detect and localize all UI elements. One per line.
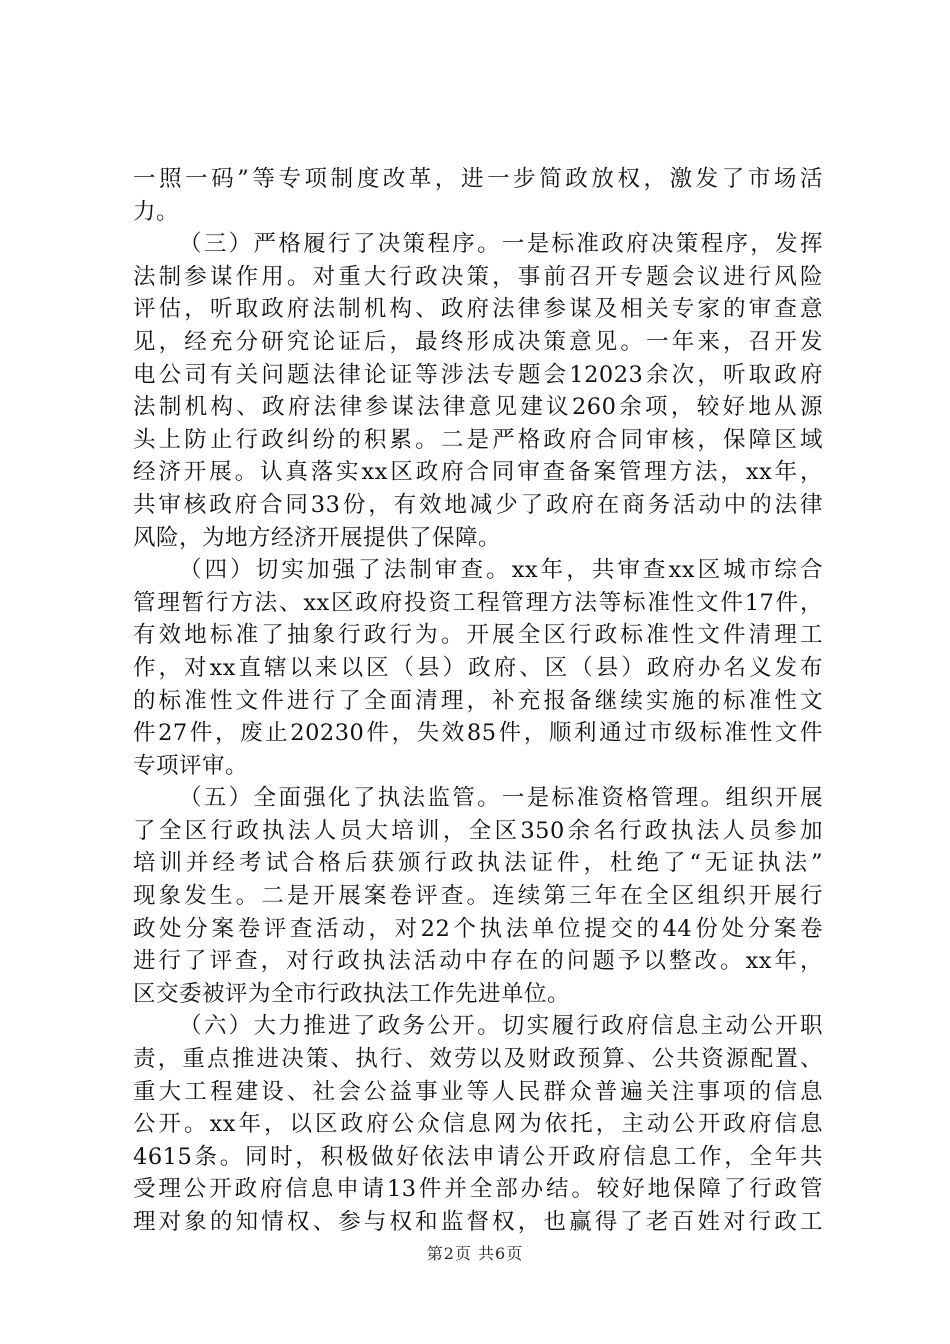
text-line: 共审核政府合同33份，有效地减少了政府在商务活动中的法律 (133, 491, 823, 518)
text-line: 政处分案卷评查活动，对22个执法单位提交的44份处分案卷 (133, 915, 823, 942)
text-line: 专项评审。 (133, 752, 249, 779)
paragraph-start-line: （五）全面强化了执法监管。一是标准资格管理。组织开展 (179, 785, 823, 812)
text-line: 一照一码”等专项制度改革，进一步简政放权，激发了市场活 (133, 166, 823, 192)
text-line: 公开。xx年，以区政府公众信息网为依托，主动公开政府信息 (133, 1111, 823, 1138)
text-line: 法制参谋作用。对重大行政决策，事前召开专题会议进行风险 (133, 263, 823, 290)
text-line: 理对象的知情权、参与权和监督权，也赢得了老百姓对行政工 (133, 1209, 823, 1235)
text-line: 电公司有关问题法律论证等涉法专题会12023余次，听取政府 (133, 361, 823, 388)
text-line: 区交委被评为全市行政执法工作先进单位。 (133, 980, 571, 1007)
text-line: 经济开展。认真落实xx区政府合同审查备案管理方法，xx年， (133, 459, 823, 486)
text-line: 件27件，废止20230件，失效85件，顺利通过市级标准性文件 (133, 720, 823, 747)
text-line: 见，经充分研究论证后，最终形成决策意见。一年来，召开发 (133, 328, 823, 355)
text-line: 了全区行政执法人员大培训，全区350余名行政执法人员参加 (133, 817, 823, 844)
text-line: 法制机构、政府法律参谋法律意见建议260余项，较好地从源 (133, 394, 823, 421)
text-line: 有效地标准了抽象行政行为。开展全区行政标准性文件清理工 (133, 622, 823, 649)
text-line: 作，对xx直辖以来以区（县）政府、区（县）政府办名义发布 (133, 654, 823, 681)
paragraph-start-line: （四）切实加强了法制审查。xx年，共审查xx区城市综合 (179, 557, 823, 584)
text-line: 评估，听取政府法制机构、政府法律参谋及相关专家的审查意 (133, 296, 823, 323)
paragraph-start-line: （三）严格履行了决策程序。一是标准政府决策程序，发挥 (179, 231, 823, 258)
document-body (133, 163, 823, 1239)
text-line: 进行了评查，对行政执法活动中存在的问题予以整改。xx年， (133, 948, 823, 975)
text-line: 管理暂行方法、xx区政府投资工程管理方法等标准性文件17件， (133, 589, 823, 616)
text-line: 受理公开政府信息申请13件并全部办结。较好地保障了行政管 (133, 1176, 823, 1203)
text-line: 风险，为地方经济开展提供了保障。 (133, 524, 502, 551)
page-number-footer: 第2页 共6页 (426, 1244, 524, 1263)
text-line: 责，重点推进决策、执行、效劳以及财政预算、公共资源配置、 (133, 1046, 823, 1073)
text-line: 力。 (133, 198, 180, 225)
text-line: 的标准性文件进行了全面清理，补充报备继续实施的标准性文 (133, 687, 823, 714)
text-line: 重大工程建设、社会公益事业等人民群众普遍关注事项的信息 (133, 1078, 823, 1105)
text-line: 现象发生。二是开展案卷评查。连续第三年在全区组织开展行 (133, 883, 823, 910)
paragraph-start-line: （六）大力推进了政务公开。切实履行政府信息主动公开职 (179, 1013, 823, 1040)
text-line: 4615条。同时，积极做好依法申请公开政府信息工作，全年共 (133, 1143, 823, 1170)
text-line: 培训并经考试合格后获颁行政执法证件，杜绝了“无证执法” (133, 850, 823, 877)
text-line: 头上防止行政纠纷的积累。二是严格政府合同审核，保障区域 (133, 426, 823, 453)
